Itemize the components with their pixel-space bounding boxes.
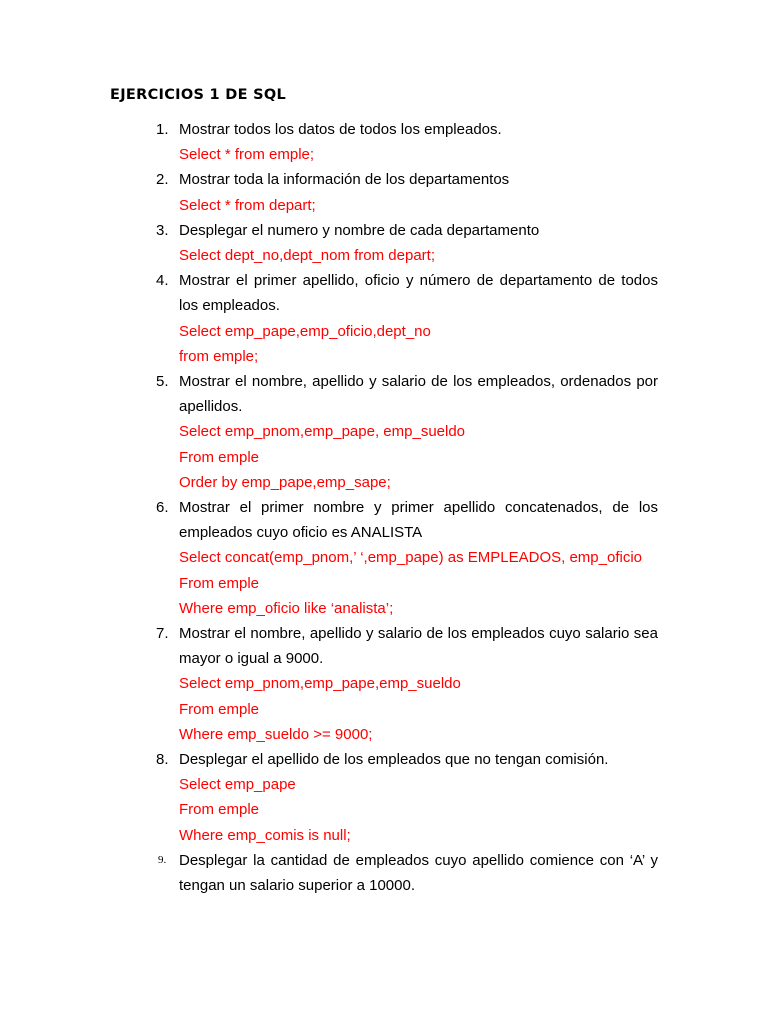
exercise-question: Mostrar todos los datos de todos los empleados. — [179, 121, 502, 138]
exercise-item — [150, 747, 658, 848]
sql-answer-line: Select emp_pnom,emp_pape,emp_sueldo — [179, 675, 461, 693]
exercise-number: 3. — [156, 221, 169, 239]
exercise-question: Mostrar toda la información de los departamentos — [179, 171, 510, 189]
sql-answer-line: from emple; — [179, 347, 259, 365]
sql-answer-line: From emple — [179, 448, 260, 466]
exercise-item — [150, 218, 658, 268]
sql-answer-line: Select emp_pape,emp_oficio,dept_no — [179, 322, 431, 340]
exercise-number: 2. — [156, 171, 169, 189]
exercise-item — [150, 268, 658, 369]
exercise-item — [150, 167, 658, 217]
exercise-item — [150, 495, 658, 621]
sql-answer-line: Select emp_pape — [179, 776, 296, 794]
exercise-question: Mostrar el primer apellido, oficio y número de departamento de todos los empleados. — [179, 272, 658, 315]
sql-answer-line: Select concat(emp_pnom,’ ‘,emp_pape) as EMPLEADOS, emp_oficio — [179, 549, 643, 567]
exercise-number: 1. — [156, 121, 169, 138]
exercise-list — [150, 117, 658, 898]
sql-answer-line: Where emp_comis is null; — [179, 826, 351, 844]
sql-answer-line: From emple — [179, 700, 260, 718]
exercise-number: 8. — [156, 751, 169, 769]
sql-answer-line: Select emp_pnom,emp_pape, emp_sueldo — [179, 423, 466, 441]
sql-answer-line: Select dept_no,dept_nom from depart; — [179, 247, 435, 265]
exercise-number: 7. — [156, 625, 169, 643]
exercise-item — [150, 369, 658, 495]
exercise-question: Mostrar el nombre, apellido y salario de los empleados cuyo salario sea mayor o igual a 9000. — [179, 625, 658, 668]
exercise-question: Desplegar el numero y nombre de cada departamento — [179, 221, 540, 239]
sql-answer-line: From emple — [179, 801, 260, 819]
exercise-number: 6. — [156, 499, 169, 517]
sql-answer-line: Where emp_oficio like ‘analista’; — [179, 599, 394, 617]
exercise-question: Desplegar la cantidad de empleados cuyo apellido comience con ‘A’ y tengan un salario superior a 10000. — [179, 851, 658, 895]
exercise-question: Mostrar el nombre, apellido y salario de los empleados, ordenados por apellidos. — [179, 373, 658, 416]
exercise-question: Mostrar el primer nombre y primer apellido concatenados, de los empleados cuyo oficio es ANALISTA — [179, 499, 658, 542]
exercise-number: 4. — [156, 272, 169, 290]
exercise-number: 5. — [156, 373, 169, 391]
sql-answer-line: From emple — [179, 574, 260, 592]
sql-answer-line: Select * from depart; — [179, 196, 316, 214]
exercise-item — [150, 621, 658, 747]
exercise-item — [150, 117, 658, 167]
exercise-number: 9. — [158, 853, 167, 866]
sql-answer-line: Select * from emple; — [179, 146, 315, 164]
sql-answer-line: Where emp_sueldo >= 9000; — [179, 725, 373, 743]
exercise-question: Desplegar el apellido de los empleados que no tengan comisión. — [179, 751, 609, 769]
document-title: EJERCICIOS 1 DE SQL — [110, 87, 287, 103]
exercise-item — [150, 848, 658, 898]
sql-answer-line: Order by emp_pape,emp_sape; — [179, 473, 391, 491]
